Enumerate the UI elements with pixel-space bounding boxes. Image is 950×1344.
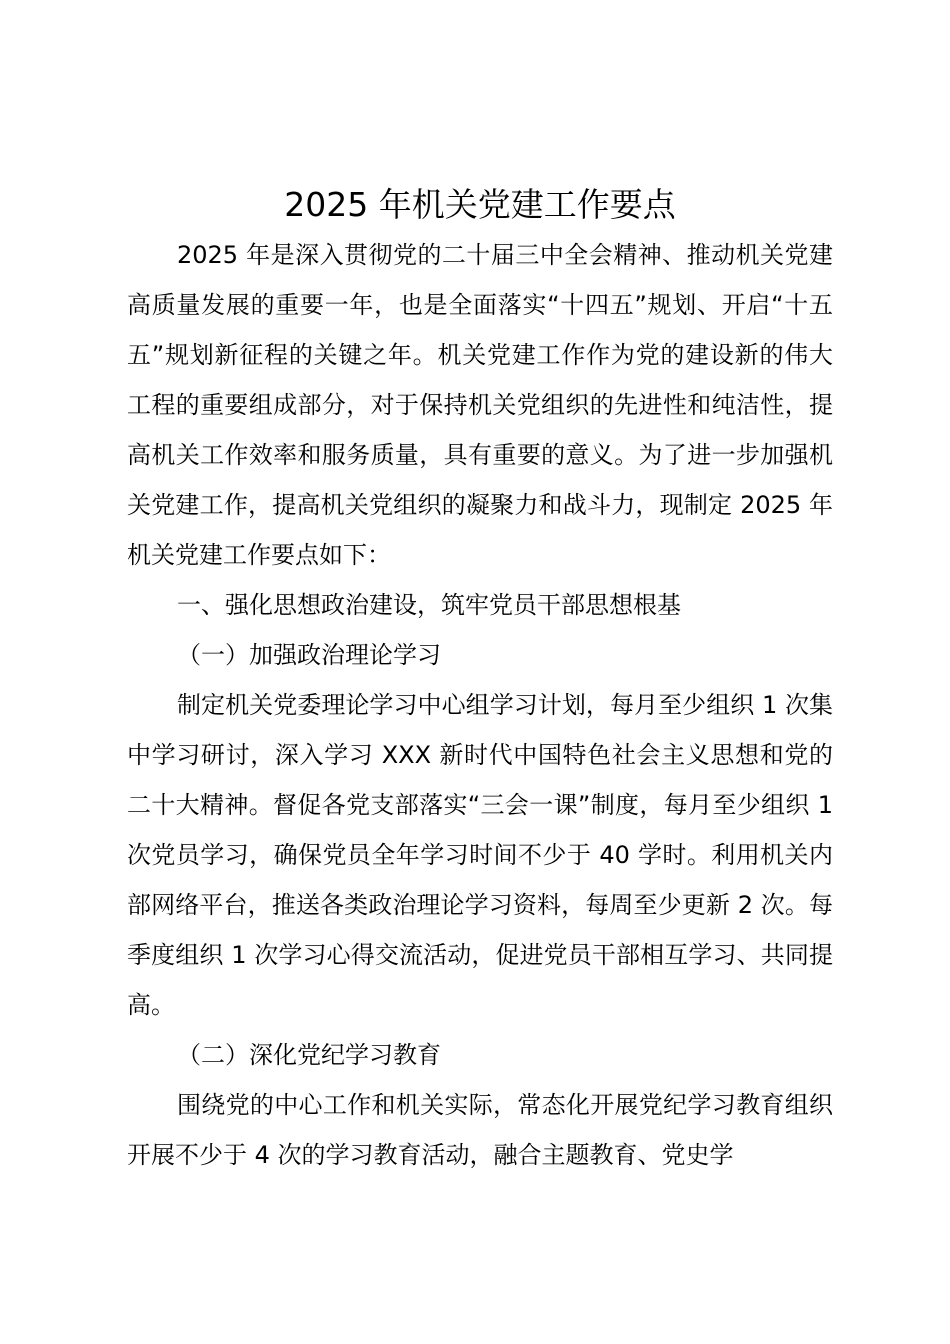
document-page <box>127 180 833 1180</box>
subsection-paragraph: 制定机关党委理论学习中心组学习计划，每月至少组织 1 次集中学习研讨，深入学习 XXX 新时代中国特色社会主义思想和党的二十大精神。督促各党支部落实“三会一课”制度，每月至少组织 1 次党员学习，确保党员全年学习时间不少于 40 学时。利用机关内部网络平台，推送各类政治理论学习资料，每周至少更新 2 次。每季度组织 1 次学习心得交流活动，促进党员干部相互学习、共同提高。 <box>127 691 833 1019</box>
section-heading: 一、强化思想政治建设，筑牢党员干部思想根基 <box>177 591 681 619</box>
intro-paragraph: 2025 年是深入贯彻党的二十届三中全会精神、推动机关党建高质量发展的重要一年，也是全面落实“十四五”规划、开启“十五五”规划新征程的关键之年。机关党建工作作为党的建设新的伟大工程的重要组成部分，对于保持机关党组织的先进性和纯洁性，提高机关工作效率和服务质量，具有重要的意义。为了进一步加强机关党建工作，提高机关党组织的凝聚力和战斗力，现制定 2025 年机关党建工作要点如下： <box>127 241 833 569</box>
subsection-paragraph: 围绕党的中心工作和机关实际，常态化开展党纪学习教育组织开展不少于 4 次的学习教育活动，融合主题教育、党史学 <box>127 1091 833 1169</box>
subsection-heading: （二）深化党纪学习教育 <box>177 1041 441 1069</box>
subsection-heading: （一）加强政治理论学习 <box>177 641 441 669</box>
document-title: 2025 年机关党建工作要点 <box>284 185 676 224</box>
